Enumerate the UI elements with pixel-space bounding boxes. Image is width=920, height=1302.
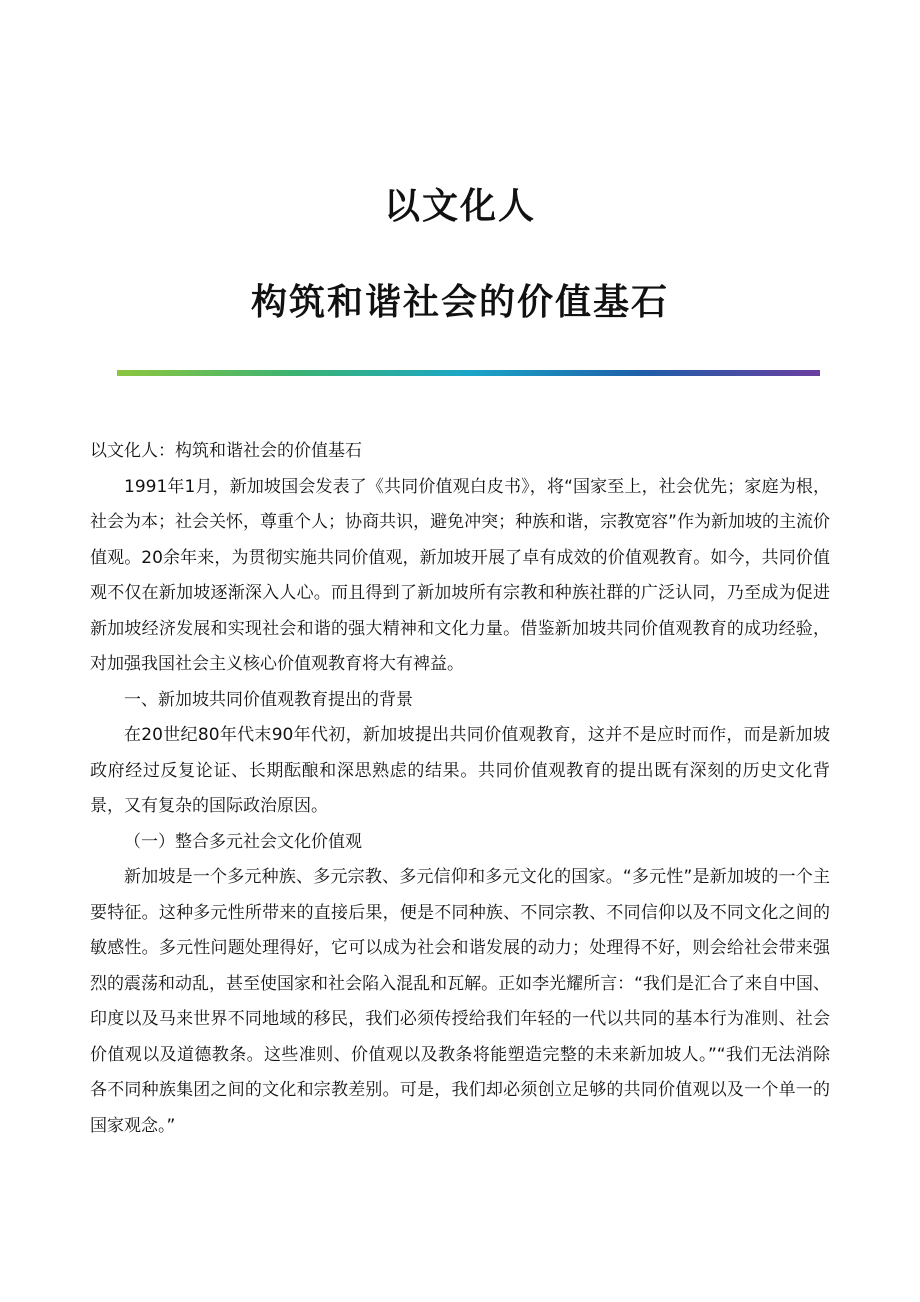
subsection-heading: （一）整合多元社会文化价值观: [124, 831, 362, 852]
paragraph-intro: 1991年1月，新加坡国会发表了《共同价值观白皮书》，将“国家至上，社会优先；家庭为根，社会为本；社会关怀，尊重个人；协商共识，避免冲突；种族和谐，宗教宽容”作为新加坡的主流价值观。20余年来，为贯彻实施共同价值观，新加坡开展了卓有成效的价值观教育。如今，共同价值观不仅在新加坡逐渐深入人心。而且得到了新加坡所有宗教和种族社群的广泛认同，乃至成为促进新加坡经济发展和实现社会和谐的强大精神和文化力量。借鉴新加坡共同价值观教育的成功经验，对加强我国社会主义核心价值观教育将大有裨益。: [90, 476, 830, 674]
body-heading: 以文化人：构筑和谐社会的价值基石: [90, 441, 362, 461]
paragraph-multicultural: 新加坡是一个多元种族、多元宗教、多元信仰和多元文化的国家。“多元性”是新加坡的一个主要特征。这种多元性所带来的直接后果，便是不同种族、不同宗教、不同信仰以及不同文化之间的敏感性。多元性问题处理得好，它可以成为社会和谐发展的动力；处理得不好，则会给社会带来强烈的震荡和动乱，甚至使国家和社会陷入混乱和瓦解。正如李光耀所言：“我们是汇合了来自中国、印度以及马来世界不同地域的移民，我们必须传授给我们年轻的一代以共同的基本行为准则、社会价值观以及道德教条。这些准则、价值观以及教条将能塑造完整的未来新加坡人。”“我们无法消除各不同种族集团之间的文化和宗教差别。可是，我们却必须创立足够的共同价值观以及一个单一的国家观念。”: [90, 867, 830, 1136]
title-divider: [117, 370, 820, 376]
section-heading: 一、新加坡共同价值观教育提出的背景: [124, 689, 413, 710]
document-title: 以文化人: [383, 186, 536, 227]
document-body: [90, 434, 830, 1144]
document-subtitle: 构筑和谐社会的价值基石: [250, 282, 669, 323]
paragraph-background: 在20世纪80年代末90年代初，新加坡提出共同价值观教育，这并不是应时而作，而是新加坡政府经过反复论证、长期酝酿和深思熟虑的结果。共同价值观教育的提出既有深刻的历史文化背景，又有复杂的国际政治原因。: [90, 725, 830, 816]
